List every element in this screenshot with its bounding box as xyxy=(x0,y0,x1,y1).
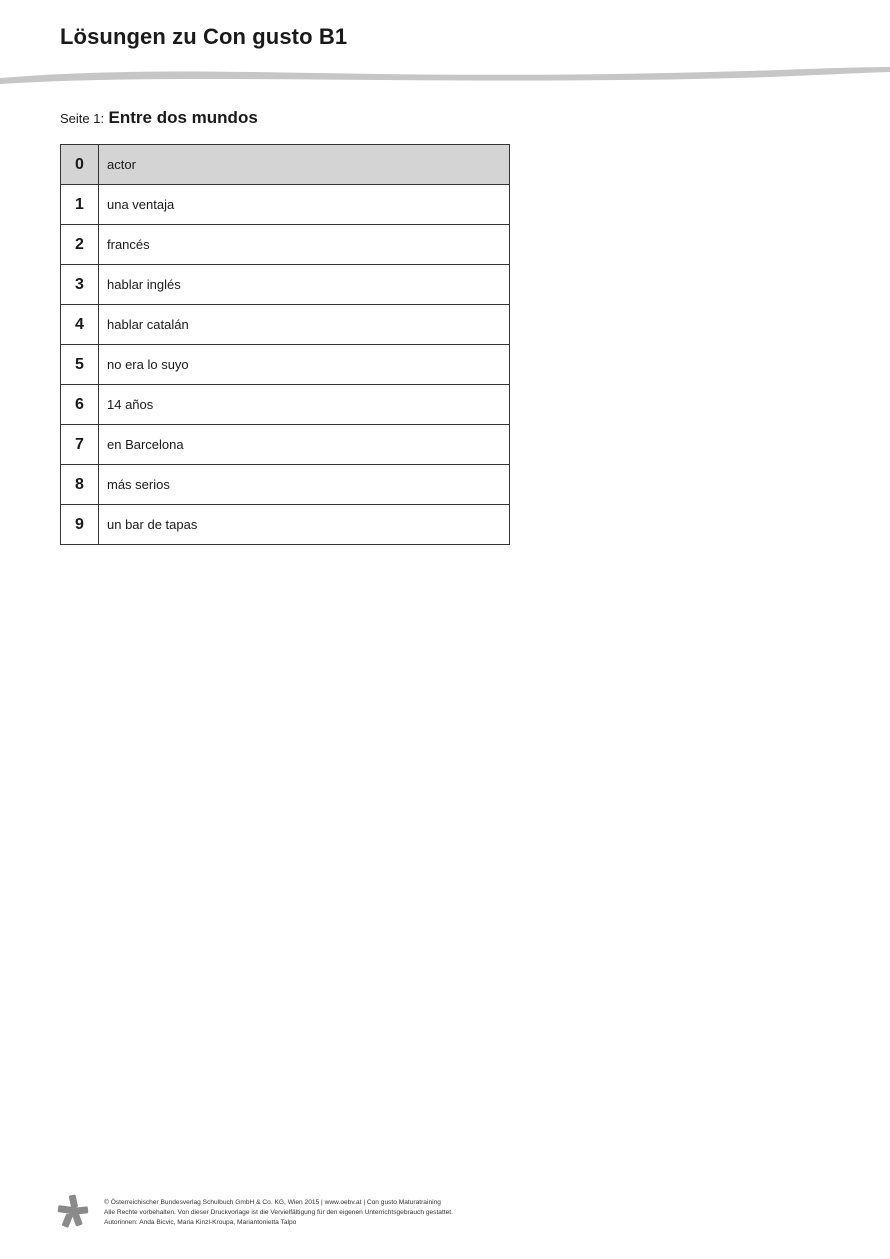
footer-rights: Alle Rechte vorbehalten. Von dieser Druckvorlage ist die Vervielfältigung für den eigenen Unterrichtsgebrauch gestattet. xyxy=(104,1209,453,1216)
item-answer: actor xyxy=(99,145,510,185)
section-page-label: Seite 1: xyxy=(60,111,105,126)
table-row xyxy=(61,145,510,185)
table-row xyxy=(61,505,510,545)
item-number: 7 xyxy=(61,425,99,465)
footer-copyright-block xyxy=(104,1198,453,1228)
item-answer: no era lo suyo xyxy=(99,345,510,385)
item-number: 4 xyxy=(61,305,99,345)
item-answer: hablar inglés xyxy=(99,265,510,305)
publisher-logo-icon xyxy=(57,1194,89,1228)
table-row xyxy=(61,385,510,425)
table-row xyxy=(61,345,510,385)
item-answer: una ventaja xyxy=(99,185,510,225)
table-row xyxy=(61,225,510,265)
item-number: 0 xyxy=(61,145,99,185)
item-answer: en Barcelona xyxy=(99,425,510,465)
footer-authors: Autorinnen: Anda Bicvic, Maria Kinzl-Kroupa, Mariantonietta Talpo xyxy=(104,1219,297,1226)
section-title: Entre dos mundos xyxy=(108,108,258,127)
table-row xyxy=(61,305,510,345)
item-answer: más serios xyxy=(99,465,510,505)
item-number: 3 xyxy=(61,265,99,305)
item-number: 6 xyxy=(61,385,99,425)
table-row xyxy=(61,185,510,225)
table-row xyxy=(61,265,510,305)
item-number: 2 xyxy=(61,225,99,265)
item-number: 5 xyxy=(61,345,99,385)
item-answer: 14 años xyxy=(99,385,510,425)
section-heading xyxy=(60,108,258,128)
item-number: 1 xyxy=(61,185,99,225)
item-answer: hablar catalán xyxy=(99,305,510,345)
document-title: Lösungen zu Con gusto B1 xyxy=(60,24,348,49)
item-number: 9 xyxy=(61,505,99,545)
item-answer: un bar de tapas xyxy=(99,505,510,545)
solutions-table xyxy=(60,144,510,545)
item-answer: francés xyxy=(99,225,510,265)
header-wave-band xyxy=(0,64,890,88)
table-row xyxy=(61,425,510,465)
item-number: 8 xyxy=(61,465,99,505)
footer-copyright: © Österreichischer Bundesverlag Schulbuch GmbH & Co. KG, Wien 2015 | www.oebv.at | Con gusto Maturatraining xyxy=(104,1199,441,1206)
table-row xyxy=(61,465,510,505)
